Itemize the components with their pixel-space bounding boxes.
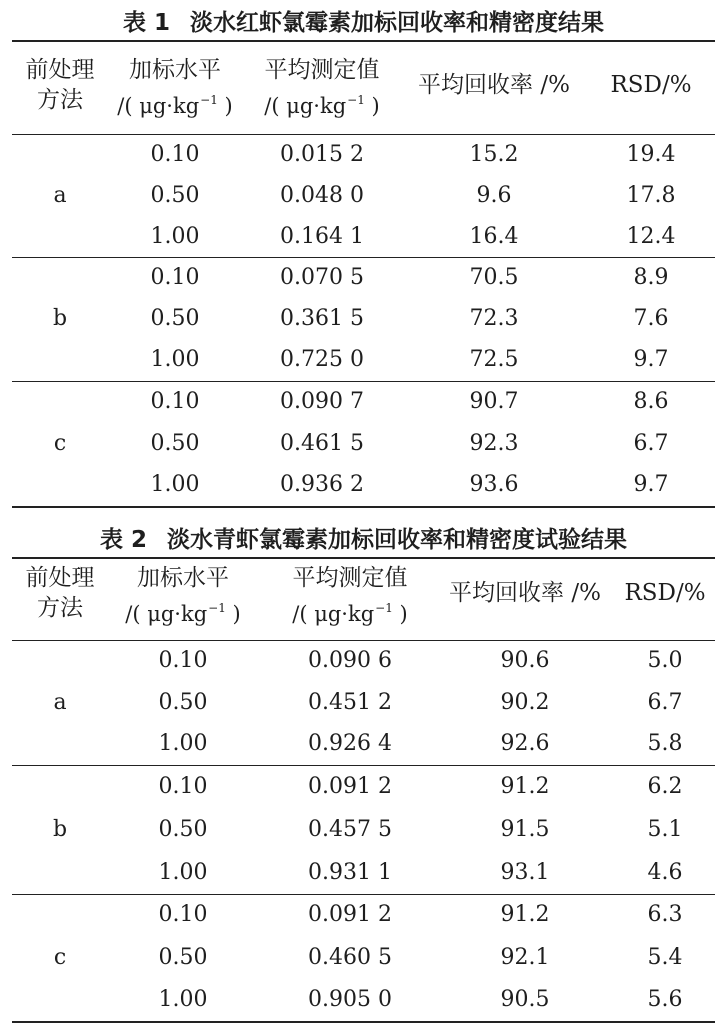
rsd-cell: 6.2 (647, 773, 683, 799)
spike-level-cell: 1.00 (158, 986, 208, 1012)
mean-value-cell: 0.164 1 (280, 223, 364, 249)
recovery-cell: 15.2 (469, 141, 519, 167)
recovery-cell: 72.5 (469, 347, 519, 373)
method-label: b (52, 306, 68, 331)
unit-exponent: −1 (208, 601, 226, 615)
header-spike-line1: 加标水平 (137, 565, 229, 591)
unit-close: ) (225, 602, 241, 626)
mean-value-cell: 0.936 2 (280, 472, 364, 498)
group-rule (12, 381, 715, 382)
rsd-cell: 9.7 (633, 472, 669, 498)
header-method (5, 563, 115, 623)
header-method-line2: 方法 (37, 595, 83, 621)
mean-value-cell: 0.725 0 (280, 347, 364, 373)
rsd-cell: 9.7 (633, 347, 669, 373)
header-recovery: 平均回收率 /% (418, 72, 570, 98)
mean-value-cell: 0.015 2 (280, 141, 364, 167)
mean-value-cell: 0.451 2 (308, 689, 392, 715)
rsd-cell: 19.4 (626, 141, 676, 167)
unit-exponent: −1 (347, 93, 365, 107)
spike-level-cell: 1.00 (150, 472, 200, 498)
recovery-cell: 92.6 (500, 731, 550, 757)
spike-level-cell: 0.50 (158, 944, 208, 970)
table-top-rule (12, 40, 715, 42)
table-caption (0, 521, 727, 554)
rsd-cell: 6.7 (647, 689, 683, 715)
spike-level-cell: 0.50 (158, 689, 208, 715)
header-spike-level (108, 563, 258, 629)
rsd-cell: 17.8 (626, 182, 676, 208)
table-title: 淡水红虾氯霉素加标回收率和精密度结果 (190, 10, 604, 36)
mean-value-cell: 0.048 0 (280, 182, 364, 208)
unit-prefix: /( μg·kg (264, 94, 347, 118)
group-rule (12, 894, 715, 895)
mean-value-cell: 0.905 0 (308, 986, 392, 1012)
recovery-cell: 90.7 (469, 388, 519, 414)
unit-label (100, 85, 250, 121)
recovery-cell: 16.4 (469, 223, 519, 249)
rsd-cell: 8.9 (633, 264, 669, 290)
header-mean-line1: 平均测定值 (292, 565, 408, 591)
header-spike-level (100, 55, 250, 121)
rsd-cell: 5.1 (647, 816, 683, 842)
recovery-cell: 70.5 (469, 264, 519, 290)
mean-value-cell: 0.457 5 (308, 816, 392, 842)
mean-value-cell: 0.926 4 (308, 731, 392, 757)
header-rule (12, 134, 715, 135)
recovery-cell: 93.6 (469, 472, 519, 498)
spike-level-cell: 1.00 (158, 731, 208, 757)
table-title: 淡水青虾氯霉素加标回收率和精密度试验结果 (167, 527, 627, 553)
recovery-cell: 72.3 (469, 306, 519, 331)
method-label: c (53, 944, 67, 970)
spike-level-cell: 1.00 (150, 223, 200, 249)
unit-close: ) (392, 602, 408, 626)
group-rule (12, 765, 715, 766)
rsd-cell: 8.6 (633, 388, 669, 414)
recovery-cell: 90.5 (500, 986, 550, 1012)
rsd-cell: 6.7 (633, 430, 669, 456)
header-spike-line1: 加标水平 (129, 57, 221, 83)
header-method-line1: 前处理 (25, 57, 95, 83)
spike-level-cell: 0.10 (158, 902, 208, 928)
spike-level-cell: 0.10 (150, 264, 200, 290)
rsd-cell: 5.8 (647, 731, 683, 757)
header-rsd: RSD/% (610, 72, 692, 98)
unit-close: ) (217, 94, 233, 118)
spike-level-cell: 0.50 (150, 430, 200, 456)
header-rsd: RSD/% (624, 580, 706, 606)
spike-level-cell: 0.50 (150, 306, 200, 331)
table-caption (0, 4, 727, 37)
recovery-cell: 92.1 (500, 944, 550, 970)
unit-prefix: /( μg·kg (292, 602, 375, 626)
mean-value-cell: 0.090 7 (280, 388, 364, 414)
method-label: a (53, 689, 67, 715)
mean-value-cell: 0.070 5 (280, 264, 364, 290)
spike-level-cell: 1.00 (150, 347, 200, 373)
method-label: c (53, 430, 67, 456)
header-mean-value (237, 55, 407, 121)
recovery-cell: 91.2 (500, 902, 550, 928)
table-number: 表 2 (99, 527, 147, 553)
unit-exponent: −1 (375, 601, 393, 615)
method-label: a (53, 182, 67, 208)
mean-value-cell: 0.090 6 (308, 647, 392, 673)
rsd-cell: 4.6 (647, 859, 683, 885)
spike-level-cell: 0.50 (158, 816, 208, 842)
table-bottom-rule (12, 506, 715, 508)
header-method-line2: 方法 (37, 87, 83, 113)
mean-value-cell: 0.460 5 (308, 944, 392, 970)
method-label: b (52, 816, 68, 842)
header-method-line1: 前处理 (25, 565, 95, 591)
unit-label (265, 593, 435, 629)
header-method (5, 55, 115, 115)
rsd-cell: 5.6 (647, 986, 683, 1012)
spike-level-cell: 0.10 (158, 647, 208, 673)
mean-value-cell: 0.361 5 (280, 306, 364, 331)
recovery-cell: 91.2 (500, 773, 550, 799)
rsd-cell: 7.6 (633, 306, 669, 331)
rsd-cell: 5.4 (647, 944, 683, 970)
mean-value-cell: 0.091 2 (308, 902, 392, 928)
rsd-cell: 6.3 (647, 902, 683, 928)
recovery-cell: 90.2 (500, 689, 550, 715)
recovery-cell: 91.5 (500, 816, 550, 842)
unit-label (237, 85, 407, 121)
unit-prefix: /( μg·kg (125, 602, 208, 626)
header-recovery: 平均回收率 /% (449, 580, 601, 606)
table-top-rule (12, 557, 715, 559)
spike-level-cell: 0.10 (150, 388, 200, 414)
recovery-cell: 93.1 (500, 859, 550, 885)
spike-level-cell: 1.00 (158, 859, 208, 885)
mean-value-cell: 0.461 5 (280, 430, 364, 456)
recovery-cell: 90.6 (500, 647, 550, 673)
recovery-cell: 9.6 (476, 182, 512, 208)
rsd-cell: 12.4 (626, 223, 676, 249)
header-mean-line1: 平均测定值 (264, 57, 380, 83)
rsd-cell: 5.0 (647, 647, 683, 673)
group-rule (12, 257, 715, 258)
mean-value-cell: 0.931 1 (308, 859, 392, 885)
recovery-cell: 92.3 (469, 430, 519, 456)
unit-exponent: −1 (200, 93, 218, 107)
spike-level-cell: 0.10 (158, 773, 208, 799)
header-mean-value (265, 563, 435, 629)
unit-label (108, 593, 258, 629)
header-rule (12, 640, 715, 641)
table-number: 表 1 (122, 10, 170, 36)
spike-level-cell: 0.50 (150, 182, 200, 208)
unit-close: ) (364, 94, 380, 118)
table-bottom-rule (12, 1021, 715, 1023)
unit-prefix: /( μg·kg (117, 94, 200, 118)
spike-level-cell: 0.10 (150, 141, 200, 167)
mean-value-cell: 0.091 2 (308, 773, 392, 799)
